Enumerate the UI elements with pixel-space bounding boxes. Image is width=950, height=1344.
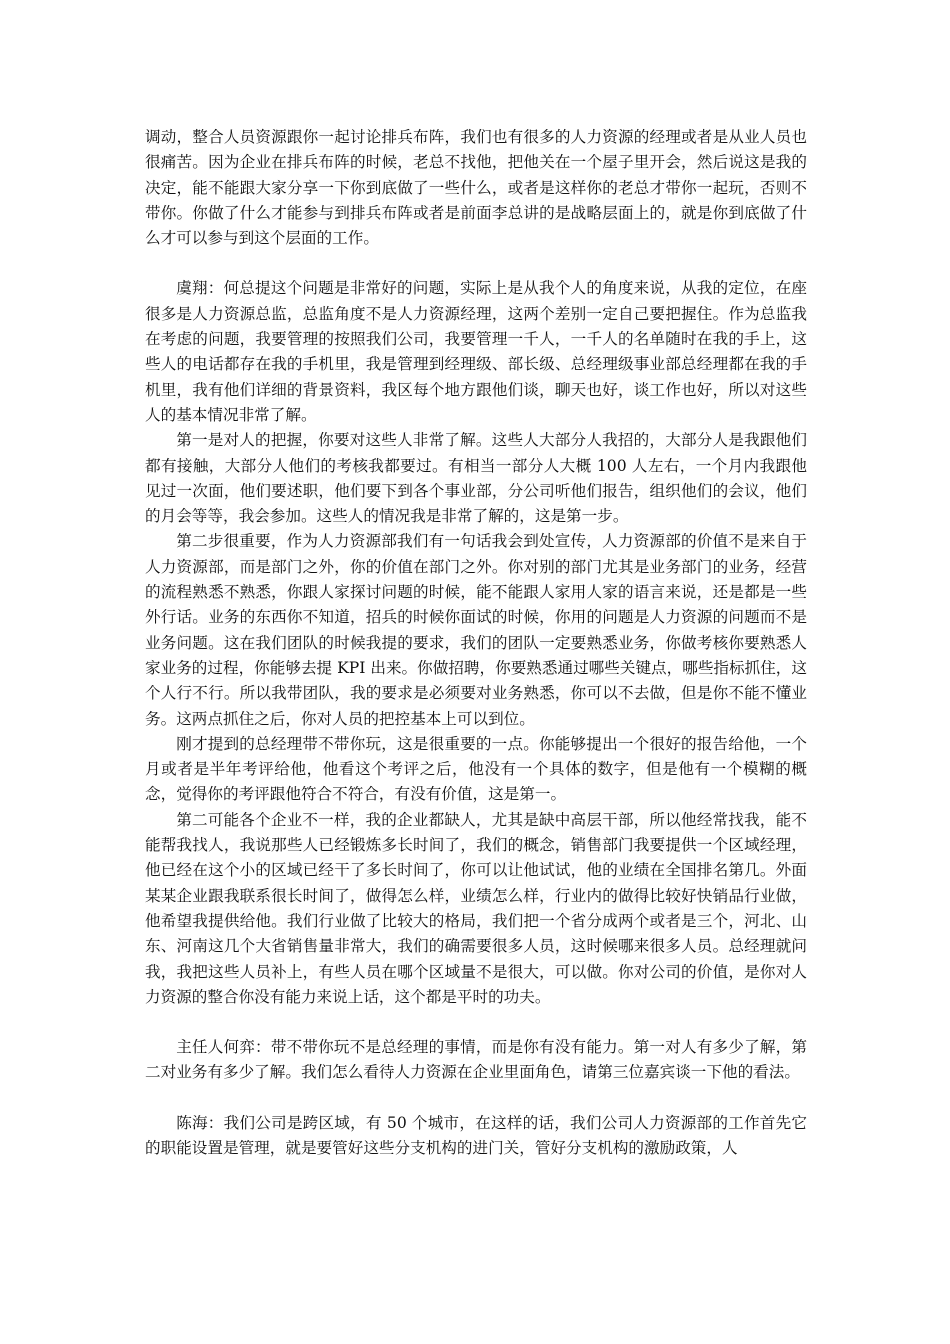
- paragraph-first-point: 第一是对人的把握，你要对这些人非常了解。这些人大部分人我招的，大部分人是我跟他们都有接触，大部分人他们的考核我都要过。有相当一部分人大概 100 人左右，一个月内我跟他见过一次面，他们要述职，他们要下到各个事业部，分公司听他们报告，组织他们的会议，他们的月会等等，我会参加。这些人的情况我是非常了解的，这是第一步。: [145, 431, 807, 526]
- paragraph-continuation: 调动，整合人员资源跟你一起讨论排兵布阵，我们也有很多的人力资源的经理或者是从业人员也很痛苦。因为企业在排兵布阵的时候，老总不找他，把他关在一个屋子里开会，然后说这是我的决定，能不能跟大家分享一下你到底做了一些什么，或者是这样你的老总才带你一起玩，否则不带你。你做了什么才能参与到排兵布阵或者是前面李总讲的是战略层面上的，就是你到底做了什么才可以参与到这个层面的工作。: [145, 128, 807, 248]
- paragraph-chen-hai: 陈海：我们公司是跨区域，有 50 个城市，在这样的话，我们公司人力资源部的工作首先它的职能设置是管理，就是要管好这些分支机构的进门关，管好分支机构的激励政策，人: [145, 1113, 807, 1157]
- paragraph-second-possibility: 第二可能各个企业不一样，我的企业都缺人，尤其是缺中高层干部，所以他经常找我，能不能帮我找人，我说那些人已经锻炼多长时间了，我们的概念，销售部门我要提供一个区域经理，他已经在这个小的区域已经干了多长时间了，你可以让他试试，他的业绩在全国排名第几。外面某某企业跟我联系很长时间了，做得怎么样，业绩怎么样，行业内的做得比较好快销品行业做，他希望我提供给他。我们行业做了比较大的格局，我们把一个省分成两个或者是三个，河北、山东、河南这几个大省销售量非常大，我们的确需要很多人员，这时候哪来很多人员。总经理就问我，我把这些人员补上，有些人员在哪个区域量不是很大，可以做。你对公司的价值，是你对人力资源的整合你没有能力来说上话，这个都是平时的功夫。: [145, 810, 807, 1006]
- paragraph-host-he-yi: 主任人何弈：带不带你玩不是总经理的事情，而是你有没有能力。第一对人有多少了解，第二对业务有多少了解。我们怎么看待人力资源在企业里面角色，请第三位嘉宾谈一下他的看法。: [145, 1038, 807, 1082]
- document-body: [145, 125, 807, 1161]
- paragraph-general-manager: 刚才提到的总经理带不带你玩，这是很重要的一点。你能够提出一个很好的报告给他，一个月或者是半年考评给他，他看这个考评之后，他没有一个具体的数字，但是他有一个模糊的概念，觉得你的考评跟他符合不符合，有没有价值，这是第一。: [145, 734, 807, 804]
- paragraph-second-step: 第二步很重要，作为人力资源部我们有一句话我会到处宣传，人力资源部的价值不是来自于人力资源部，而是部门之外，你的价值在部门之外。你对别的部门尤其是业务部门的业务，经营的流程熟悉不熟悉，你跟人家探讨问题的时候，能不能跟人家用人家的语言来说，还是都是一些外行话。业务的东西你不知道，招兵的时候你面试的时候，你用的问题是人力资源的问题而不是业务问题。这在我们团队的时候我提的要求，我们的团队一定要熟悉业务，你做考核你要熟悉人家业务的过程，你能够去提 KPI 出来。你做招聘，你要熟悉通过哪些关键点，哪些指标抓住，这个人行不行。所以我带团队，我的要求是必须要对业务熟悉，你可以不去做，但是你不能不懂业务。这两点抓住之后，你对人员的把控基本上可以到位。: [145, 532, 807, 728]
- paragraph-yu-xiang-intro: 虞翔：何总提这个问题是非常好的问题，实际上是从我个人的角度来说，从我的定位，在座很多是人力资源总监，总监角度不是人力资源经理，这两个差别一定自己要把握住。作为总监我在考虑的问题，我要管理的按照我们公司，我要管理一千人，一千人的名单随时在我的手上，这些人的电话都存在我的手机里，我是管理到经理级、部长级、总经理级事业部总经理都在我的手机里，我有他们详细的背景资料，我区每个地方跟他们谈，聊天也好，谈工作也好，所以对这些人的基本情况非常了解。: [145, 279, 807, 424]
